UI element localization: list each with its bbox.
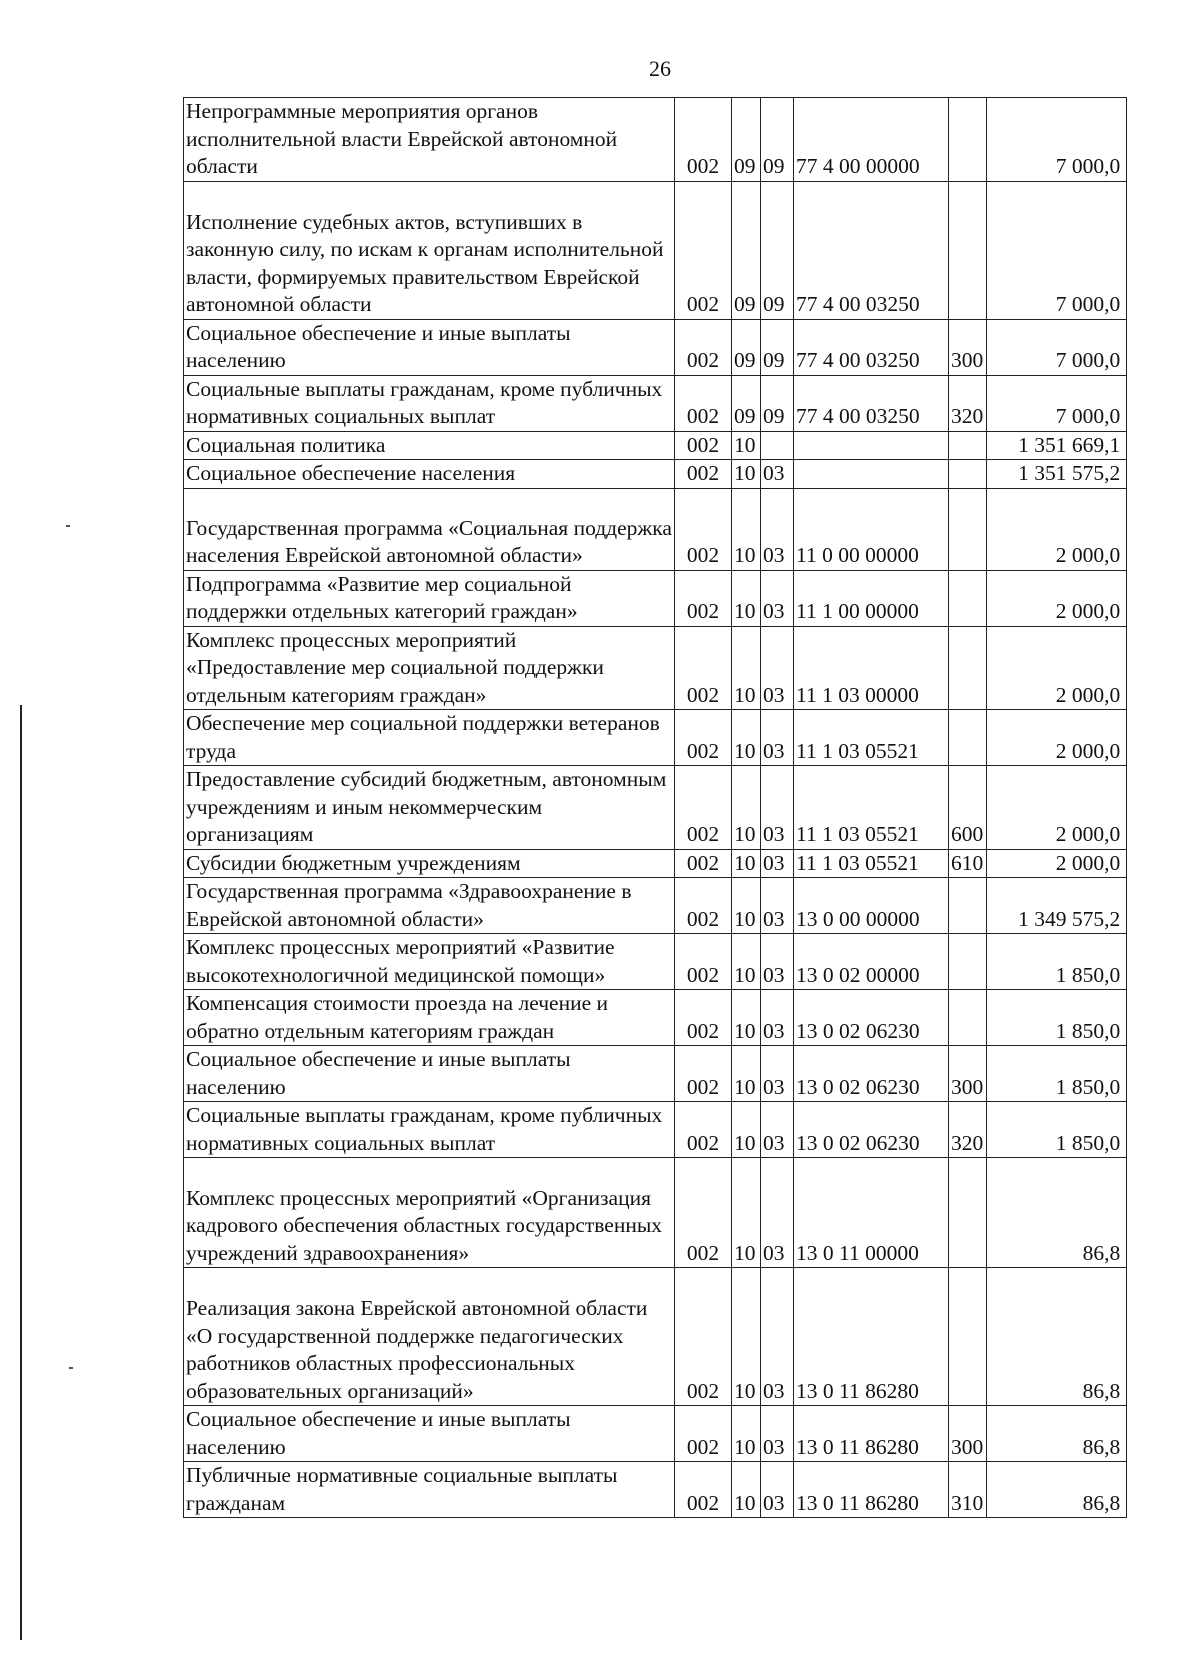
- table-row: [184, 1102, 1127, 1158]
- table-row: [184, 878, 1127, 934]
- row-gr-code: 002: [675, 431, 732, 460]
- row-pr-code: 03: [761, 1406, 794, 1462]
- row-rz-code: 09: [732, 319, 761, 375]
- row-pr-code: 03: [761, 710, 794, 766]
- row-pr-code: 09: [761, 375, 794, 431]
- row-rz-code: 10: [732, 431, 761, 460]
- row-rz-code: 10: [732, 849, 761, 878]
- table-row: [184, 460, 1127, 489]
- row-sum: 86,8: [987, 1406, 1127, 1462]
- row-name: Обеспечение мер социальной поддержки ветеранов труда: [184, 710, 675, 766]
- table-row: [184, 570, 1127, 626]
- row-sum: 2 000,0: [987, 626, 1127, 710]
- row-name: Комплекс процессных мероприятий «Организация кадрового обеспечения областных государственных учреждений здравоохранения»: [184, 1158, 675, 1268]
- budget-table-body: [184, 98, 1127, 1518]
- row-pr-code: 09: [761, 181, 794, 319]
- table-row: [184, 1462, 1127, 1518]
- scan-speck: [66, 525, 70, 527]
- row-sum: 1 351 575,2: [987, 460, 1127, 489]
- row-rz-code: 10: [732, 1268, 761, 1406]
- row-pr-code: 03: [761, 766, 794, 850]
- row-gr-code: 002: [675, 849, 732, 878]
- row-name: Государственная программа «Здравоохранение в Еврейской автономной области»: [184, 878, 675, 934]
- row-gr-code: 002: [675, 1268, 732, 1406]
- row-gr-code: 002: [675, 990, 732, 1046]
- row-rz-code: 10: [732, 1046, 761, 1102]
- row-vr-code: 300: [949, 1046, 987, 1102]
- row-name: Социальное обеспечение и иные выплаты населению: [184, 1406, 675, 1462]
- row-vr-code: 320: [949, 375, 987, 431]
- row-sum: 86,8: [987, 1462, 1127, 1518]
- row-pr-code: 03: [761, 460, 794, 489]
- row-name: Социальные выплаты гражданам, кроме публичных нормативных социальных выплат: [184, 1102, 675, 1158]
- row-rz-code: 10: [732, 626, 761, 710]
- row-vr-code: 300: [949, 1406, 987, 1462]
- table-row: [184, 319, 1127, 375]
- table-row: [184, 710, 1127, 766]
- row-name: Государственная программа «Социальная поддержка населения Еврейской автономной области»: [184, 488, 675, 570]
- row-gr-code: 002: [675, 319, 732, 375]
- row-vr-code: [949, 488, 987, 570]
- row-csr-code: 11 1 03 00000: [794, 626, 949, 710]
- row-pr-code: 03: [761, 488, 794, 570]
- row-sum: 1 850,0: [987, 1102, 1127, 1158]
- row-csr-code: [794, 460, 949, 489]
- table-row: [184, 181, 1127, 319]
- row-gr-code: 002: [675, 1046, 732, 1102]
- row-pr-code: 03: [761, 1102, 794, 1158]
- row-csr-code: 13 0 02 06230: [794, 990, 949, 1046]
- row-vr-code: [949, 570, 987, 626]
- row-csr-code: 13 0 02 00000: [794, 934, 949, 990]
- row-pr-code: 09: [761, 319, 794, 375]
- row-gr-code: 002: [675, 1158, 732, 1268]
- row-pr-code: 03: [761, 849, 794, 878]
- row-csr-code: 11 1 03 05521: [794, 766, 949, 850]
- row-rz-code: 10: [732, 878, 761, 934]
- row-sum: 2 000,0: [987, 766, 1127, 850]
- row-csr-code: 11 1 03 05521: [794, 849, 949, 878]
- row-csr-code: 11 1 03 05521: [794, 710, 949, 766]
- row-csr-code: 11 1 00 00000: [794, 570, 949, 626]
- row-pr-code: 09: [761, 98, 794, 182]
- row-rz-code: 10: [732, 990, 761, 1046]
- row-gr-code: 002: [675, 934, 732, 990]
- row-gr-code: 002: [675, 488, 732, 570]
- row-name: Реализация закона Еврейской автономной области «О государственной поддержке педагогических работников областных профессиональных образовательных организаций»: [184, 1268, 675, 1406]
- row-gr-code: 002: [675, 1406, 732, 1462]
- row-vr-code: 600: [949, 766, 987, 850]
- row-rz-code: 10: [732, 460, 761, 489]
- row-sum: 1 850,0: [987, 934, 1127, 990]
- row-pr-code: 03: [761, 878, 794, 934]
- row-csr-code: 77 4 00 03250: [794, 319, 949, 375]
- row-rz-code: 10: [732, 1406, 761, 1462]
- row-pr-code: 03: [761, 1268, 794, 1406]
- row-pr-code: 03: [761, 570, 794, 626]
- row-rz-code: 10: [732, 1462, 761, 1518]
- table-row: [184, 990, 1127, 1046]
- row-sum: 2 000,0: [987, 570, 1127, 626]
- row-name: Социальное обеспечение и иные выплаты населению: [184, 319, 675, 375]
- row-sum: 1 850,0: [987, 1046, 1127, 1102]
- row-name: Предоставление субсидий бюджетным, автономным учреждениям и иным некоммерческим организациям: [184, 766, 675, 850]
- row-vr-code: [949, 934, 987, 990]
- row-sum: 2 000,0: [987, 488, 1127, 570]
- scan-speck: [69, 1367, 73, 1369]
- table-row: [184, 849, 1127, 878]
- row-rz-code: 10: [732, 488, 761, 570]
- row-name: Социальные выплаты гражданам, кроме публичных нормативных социальных выплат: [184, 375, 675, 431]
- row-vr-code: [949, 98, 987, 182]
- row-name: Социальная политика: [184, 431, 675, 460]
- row-gr-code: 002: [675, 710, 732, 766]
- row-gr-code: 002: [675, 570, 732, 626]
- row-vr-code: [949, 1158, 987, 1268]
- row-vr-code: [949, 1268, 987, 1406]
- row-rz-code: 10: [732, 934, 761, 990]
- row-csr-code: 13 0 00 00000: [794, 878, 949, 934]
- row-sum: 1 349 575,2: [987, 878, 1127, 934]
- row-sum: 1 850,0: [987, 990, 1127, 1046]
- row-name: Комплекс процессных мероприятий «Предоставление мер социальной поддержки отдельным категориям граждан»: [184, 626, 675, 710]
- row-sum: 86,8: [987, 1158, 1127, 1268]
- row-pr-code: 03: [761, 626, 794, 710]
- row-gr-code: 002: [675, 766, 732, 850]
- row-gr-code: 002: [675, 460, 732, 489]
- row-rz-code: 10: [732, 1158, 761, 1268]
- row-vr-code: [949, 460, 987, 489]
- row-rz-code: 10: [732, 1102, 761, 1158]
- row-name: Субсидии бюджетным учреждениям: [184, 849, 675, 878]
- row-gr-code: 002: [675, 181, 732, 319]
- scan-margin-line: [20, 705, 22, 1640]
- row-rz-code: 09: [732, 98, 761, 182]
- row-gr-code: 002: [675, 878, 732, 934]
- row-rz-code: 10: [732, 710, 761, 766]
- row-rz-code: 10: [732, 766, 761, 850]
- row-name: Комплекс процессных мероприятий «Развитие высокотехнологичной медицинской помощи»: [184, 934, 675, 990]
- row-csr-code: 77 4 00 03250: [794, 181, 949, 319]
- row-vr-code: [949, 181, 987, 319]
- row-name: Социальное обеспечение населения: [184, 460, 675, 489]
- row-rz-code: 09: [732, 375, 761, 431]
- row-gr-code: 002: [675, 375, 732, 431]
- row-pr-code: [761, 431, 794, 460]
- table-row: [184, 1406, 1127, 1462]
- row-vr-code: 320: [949, 1102, 987, 1158]
- row-vr-code: 300: [949, 319, 987, 375]
- row-csr-code: 13 0 11 86280: [794, 1406, 949, 1462]
- row-vr-code: [949, 431, 987, 460]
- table-row: [184, 98, 1127, 182]
- row-csr-code: 13 0 11 86280: [794, 1268, 949, 1406]
- row-vr-code: [949, 878, 987, 934]
- row-gr-code: 002: [675, 626, 732, 710]
- row-csr-code: 13 0 02 06230: [794, 1046, 949, 1102]
- row-vr-code: 610: [949, 849, 987, 878]
- row-name: Исполнение судебных актов, вступивших в законную силу, по искам к органам исполнительной власти, формируемых правительством Еврейской автономной области: [184, 181, 675, 319]
- row-sum: 7 000,0: [987, 181, 1127, 319]
- table-row: [184, 1158, 1127, 1268]
- row-vr-code: [949, 990, 987, 1046]
- row-name: Компенсация стоимости проезда на лечение и обратно отдельным категориям граждан: [184, 990, 675, 1046]
- row-vr-code: [949, 626, 987, 710]
- row-csr-code: 13 0 02 06230: [794, 1102, 949, 1158]
- row-name: Непрограммные мероприятия органов исполнительной власти Еврейской автономной области: [184, 98, 675, 182]
- table-row: [184, 431, 1127, 460]
- row-name: Социальное обеспечение и иные выплаты населению: [184, 1046, 675, 1102]
- row-csr-code: 77 4 00 00000: [794, 98, 949, 182]
- row-sum: 7 000,0: [987, 319, 1127, 375]
- row-name: Подпрограмма «Развитие мер социальной поддержки отдельных категорий граждан»: [184, 570, 675, 626]
- table-row: [184, 934, 1127, 990]
- row-pr-code: 03: [761, 990, 794, 1046]
- row-csr-code: 11 0 00 00000: [794, 488, 949, 570]
- row-pr-code: 03: [761, 1462, 794, 1518]
- row-gr-code: 002: [675, 1462, 732, 1518]
- row-csr-code: [794, 431, 949, 460]
- row-vr-code: 310: [949, 1462, 987, 1518]
- row-gr-code: 002: [675, 98, 732, 182]
- budget-table: [183, 97, 1127, 1518]
- row-sum: 86,8: [987, 1268, 1127, 1406]
- table-row: [184, 375, 1127, 431]
- row-sum: 1 351 669,1: [987, 431, 1127, 460]
- table-row: [184, 488, 1127, 570]
- row-name: Публичные нормативные социальные выплаты гражданам: [184, 1462, 675, 1518]
- row-pr-code: 03: [761, 934, 794, 990]
- page-number: 26: [649, 56, 671, 81]
- row-vr-code: [949, 710, 987, 766]
- table-row: [184, 626, 1127, 710]
- row-csr-code: 77 4 00 03250: [794, 375, 949, 431]
- row-gr-code: 002: [675, 1102, 732, 1158]
- table-row: [184, 766, 1127, 850]
- row-rz-code: 10: [732, 570, 761, 626]
- row-csr-code: 13 0 11 00000: [794, 1158, 949, 1268]
- table-row: [184, 1268, 1127, 1406]
- row-sum: 2 000,0: [987, 710, 1127, 766]
- row-sum: 2 000,0: [987, 849, 1127, 878]
- row-sum: 7 000,0: [987, 98, 1127, 182]
- table-row: [184, 1046, 1127, 1102]
- row-csr-code: 13 0 11 86280: [794, 1462, 949, 1518]
- row-sum: 7 000,0: [987, 375, 1127, 431]
- row-pr-code: 03: [761, 1158, 794, 1268]
- row-rz-code: 09: [732, 181, 761, 319]
- row-pr-code: 03: [761, 1046, 794, 1102]
